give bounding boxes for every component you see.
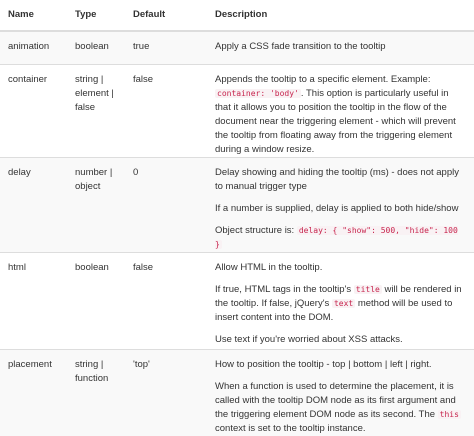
option-default: 0 bbox=[125, 158, 207, 180]
option-name: container bbox=[0, 65, 67, 87]
option-description-cell bbox=[207, 350, 474, 436]
description-text: When a function is used to determine the placement, it is called with the tooltip DOM node as its first argument and the triggering element DOM node as its second. The this context is set to the tooltip instance. bbox=[215, 380, 466, 436]
option-type: string | function bbox=[67, 350, 125, 386]
option-name: html bbox=[0, 253, 67, 275]
option-type: number | object bbox=[67, 158, 125, 194]
description-text: Object structure is: delay: { "show": 500, "hide": 100 } bbox=[215, 224, 466, 252]
option-type: string | element | false bbox=[67, 65, 125, 115]
option-default-cell bbox=[125, 350, 207, 436]
option-name-cell bbox=[0, 158, 67, 253]
option-name-cell bbox=[0, 350, 67, 436]
code-snippet: title bbox=[354, 285, 382, 294]
option-type-cell bbox=[67, 31, 125, 65]
header-row bbox=[0, 0, 474, 31]
option-name: delay bbox=[0, 158, 67, 180]
option-default-cell bbox=[125, 31, 207, 65]
header-type: Type bbox=[67, 0, 125, 31]
option-name-cell bbox=[0, 31, 67, 65]
option-description-cell bbox=[207, 253, 474, 350]
option-default-cell bbox=[125, 65, 207, 158]
table-body bbox=[0, 31, 474, 436]
description-text: How to position the tooltip - top | bottom | left | right. bbox=[215, 358, 466, 372]
code-snippet: this bbox=[438, 410, 461, 419]
option-description-cell bbox=[207, 31, 474, 65]
option-name-cell bbox=[0, 253, 67, 350]
description-text: Apply a CSS fade transition to the tooltip bbox=[215, 40, 466, 54]
table-row bbox=[0, 253, 474, 350]
option-default: true bbox=[125, 32, 207, 54]
option-type-cell bbox=[67, 158, 125, 253]
header-default: Default bbox=[125, 0, 207, 31]
option-default: false bbox=[125, 253, 207, 275]
option-description-cell bbox=[207, 158, 474, 253]
description-text: Allow HTML in the tooltip. bbox=[215, 261, 466, 275]
option-name: placement bbox=[0, 350, 67, 372]
option-default-cell bbox=[125, 158, 207, 253]
description-text: Use text if you're worried about XSS attacks. bbox=[215, 333, 466, 347]
option-default-cell bbox=[125, 253, 207, 350]
code-snippet: delay: { "show": 500, "hide": 100 } bbox=[215, 226, 458, 249]
description-text: If a number is supplied, delay is applied to both hide/show bbox=[215, 202, 466, 216]
description-text: Delay showing and hiding the tooltip (ms) - does not apply to manual trigger type bbox=[215, 166, 466, 194]
table-row bbox=[0, 65, 474, 158]
header-description: Description bbox=[207, 0, 474, 31]
option-default: 'top' bbox=[125, 350, 207, 372]
option-description-cell bbox=[207, 65, 474, 158]
table-row bbox=[0, 158, 474, 253]
option-name-cell bbox=[0, 65, 67, 158]
option-type-cell bbox=[67, 253, 125, 350]
option-name: animation bbox=[0, 32, 67, 54]
option-default: false bbox=[125, 65, 207, 87]
option-type: boolean bbox=[67, 253, 125, 275]
description-text: Appends the tooltip to a specific element. Example: container: 'body' . This option is particularly useful in that it allows you to position the tooltip in the flow of the document near the triggering element - which will prevent the tooltip from floating away from the triggering element during a window resize. bbox=[215, 73, 466, 157]
table-row bbox=[0, 350, 474, 436]
option-type-cell bbox=[67, 65, 125, 158]
description-text: If true, HTML tags in the tooltip's title will be rendered in the tooltip. If false, jQuery's text method will be used to insert content into the DOM. bbox=[215, 283, 466, 325]
option-type-cell bbox=[67, 350, 125, 436]
code-snippet: text bbox=[332, 299, 355, 308]
table-row bbox=[0, 31, 474, 65]
option-type: boolean bbox=[67, 32, 125, 54]
table-header bbox=[0, 0, 474, 31]
code-snippet: container: 'body' bbox=[215, 89, 301, 98]
header-name: Name bbox=[0, 0, 67, 31]
